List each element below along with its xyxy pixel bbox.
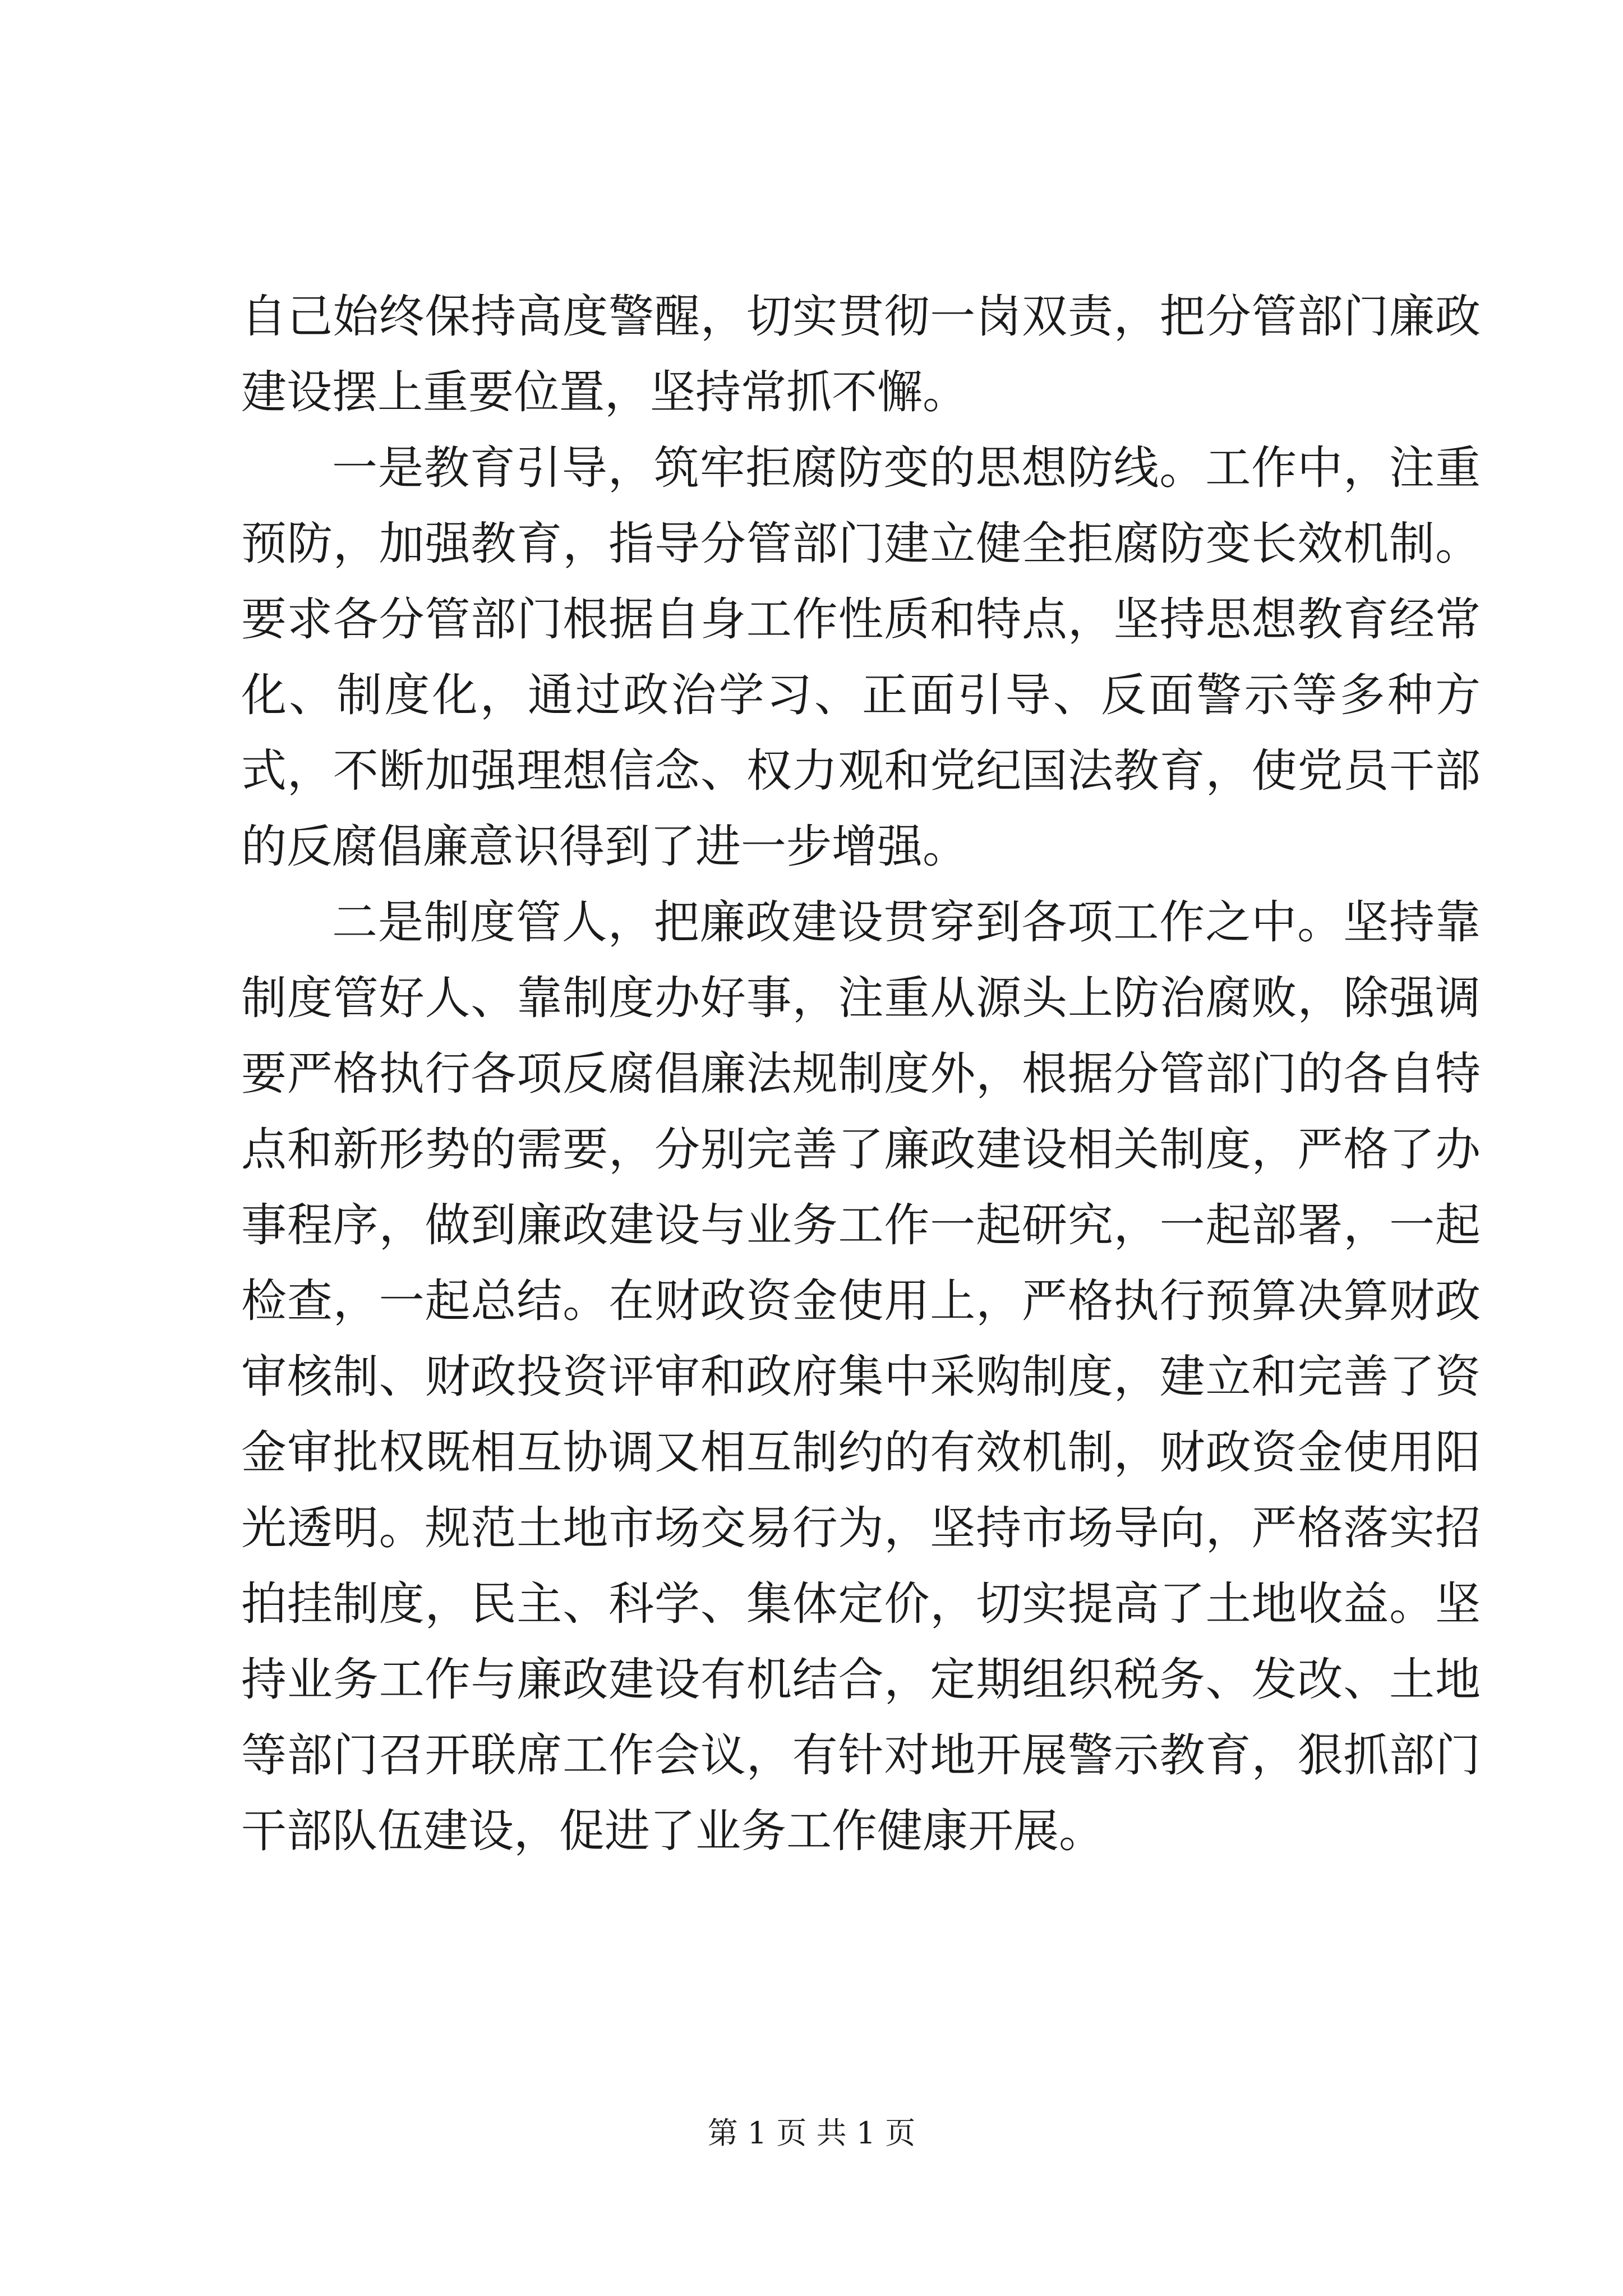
- document-body: [241, 279, 1481, 1870]
- paragraph-education-guidance: 一是教育引导，筑牢拒腐防变的思想防线。工作中，注重预防，加强教育，指导分管部门建立健全拒腐防变长效机制。要求各分管部门根据自身工作性质和特点，坚持思想教育经常化、制度化，通过政治学习、正面引导、反面警示等多种方式，不断加强理想信念、权力观和党纪国法教育，使党员干部的反腐倡廉意识得到了进一步增强。: [241, 442, 1481, 873]
- paragraph-institutional-management: 二是制度管人，把廉政建设贯穿到各项工作之中。坚持靠制度管好人、靠制度办好事，注重从源头上防治腐败，除强调要严格执行各项反腐倡廉法规制度外，根据分管部门的各自特点和新形势的需要，分别完善了廉政建设相关制度，严格了办事程序，做到廉政建设与业务工作一起研究，一起部署，一起检查，一起总结。在财政资金使用上，严格执行预算决算财政审核制、财政投资评审和政府集中采购制度，建立和完善了资金审批权既相互协调又相互制约的有效机制，财政资金使用阳光透明。规范土地市场交易行为，坚持市场导向，严格落实招拍挂制度，民主、科学、集体定价，切实提高了土地收益。坚持业务工作与廉政建设有机结合，定期组织税务、发改、土地等部门召开联席工作会议，有针对地开展警示教育，狠抓部门干部队伍建设，促进了业务工作健康开展。: [241, 896, 1481, 1858]
- page-footer: 第 1 页 共 1 页: [707, 2115, 916, 2151]
- paragraph-continuation: 自己始终保持高度警醒，切实贯彻一岗双责，把分管部门廉政建设摆上重要位置，坚持常抓不懈。: [241, 291, 1481, 419]
